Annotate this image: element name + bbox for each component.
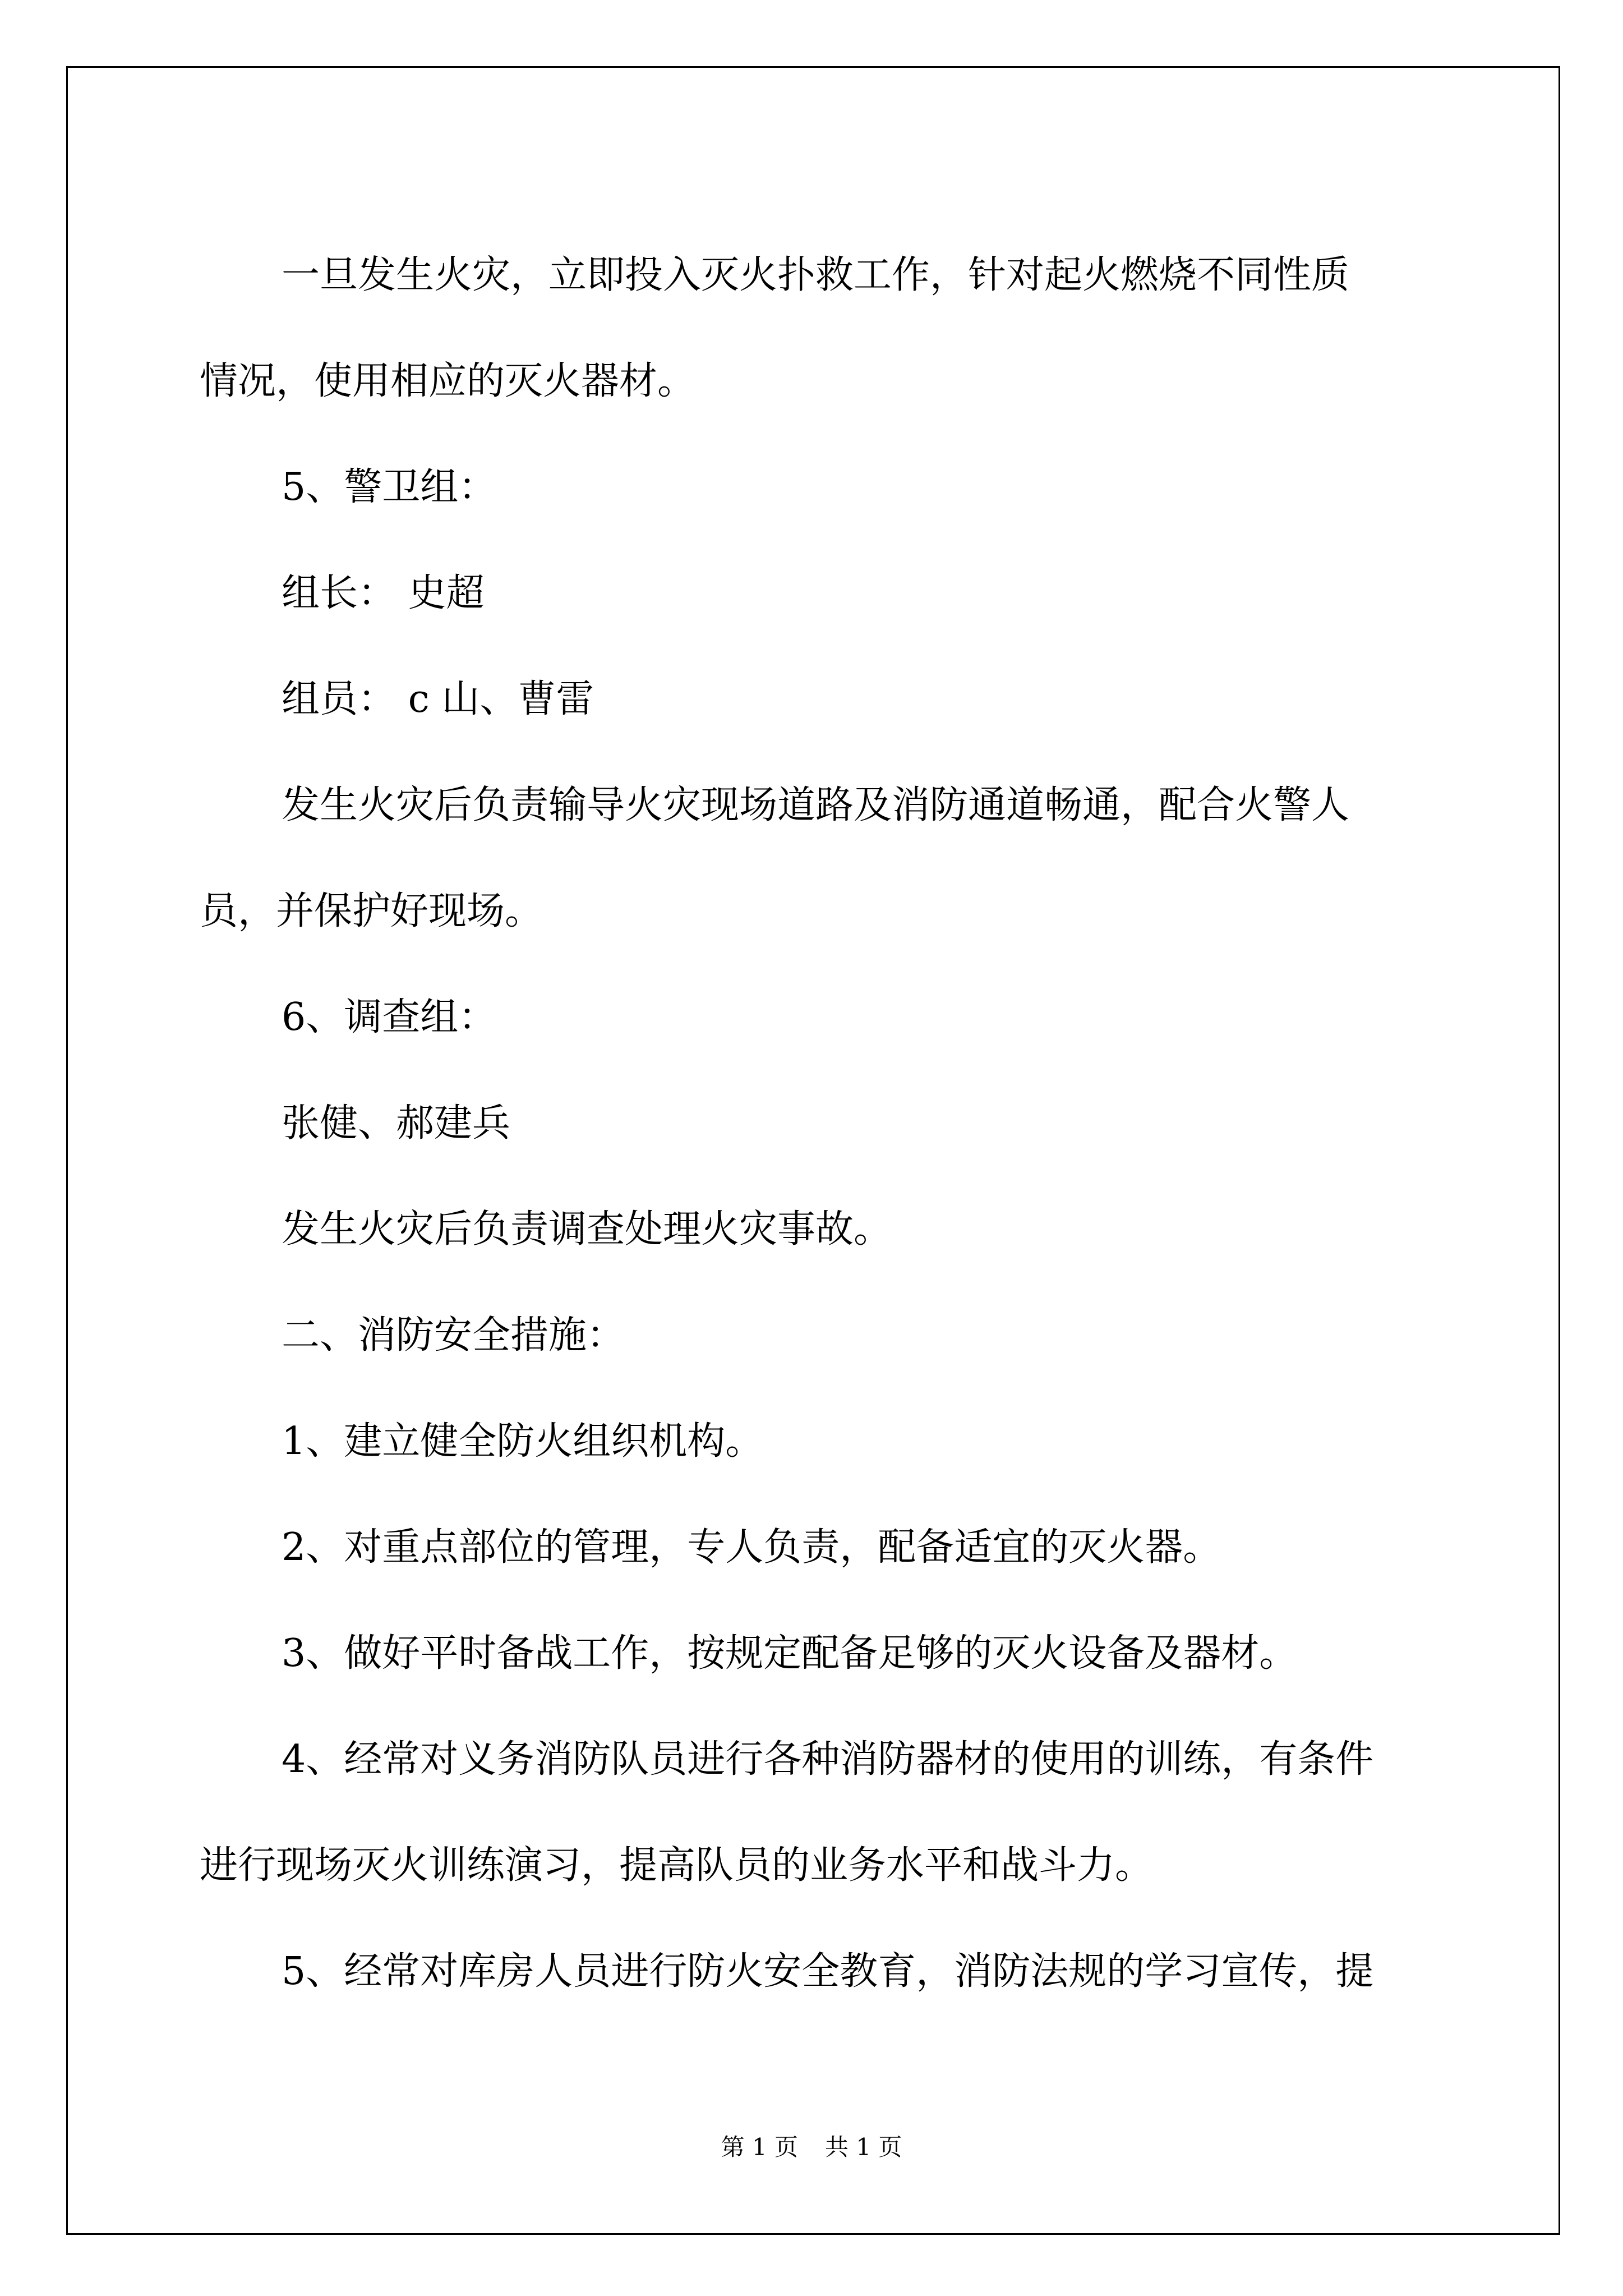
paragraph: 5、经常对库房人员进行防火安全教育，消防法规的学习宣传，提: [282, 1949, 1374, 1994]
page-footer: [0, 2131, 1623, 2164]
section-heading: 二、消防安全措施：: [282, 1313, 625, 1358]
paragraph: 员，并保护好现场。: [200, 889, 543, 933]
page-number: 第 1 页: [721, 2133, 798, 2161]
paragraph: 组长： 史超: [282, 571, 485, 615]
paragraph: 张健、郝建兵: [282, 1101, 511, 1145]
paragraph: 4、经常对义务消防队员进行各种消防器材的使用的训练，有条件: [282, 1737, 1374, 1782]
paragraph: 1、建立健全防火组织机构。: [282, 1419, 764, 1464]
paragraph: 组员： c 山、曹雷: [282, 677, 594, 721]
paragraph: 2、对重点部位的管理，专人负责，配备适宜的灭火器。: [282, 1525, 1221, 1570]
section-heading: 6、调查组：: [282, 995, 497, 1039]
paragraph: 发生火灾后负责调查处理火灾事故。: [282, 1207, 892, 1251]
section-heading: 5、警卫组：: [282, 465, 497, 509]
paragraph: 发生火灾后负责输导火灾现场道路及消防通道畅通，配合火警人: [282, 783, 1350, 827]
paragraph: 进行现场灭火训练演习，提高队员的业务水平和战斗力。: [200, 1843, 1154, 1888]
paragraph: 一旦发生火灾，立即投入灭火扑救工作，针对起火燃烧不同性质: [282, 253, 1350, 297]
page-total: 共 1 页: [825, 2133, 902, 2161]
paragraph: 3、做好平时备战工作，按规定配备足够的灭火设备及器材。: [282, 1631, 1298, 1676]
document-body: [200, 222, 1433, 2024]
paragraph: 情况，使用相应的灭火器材。: [200, 359, 696, 403]
